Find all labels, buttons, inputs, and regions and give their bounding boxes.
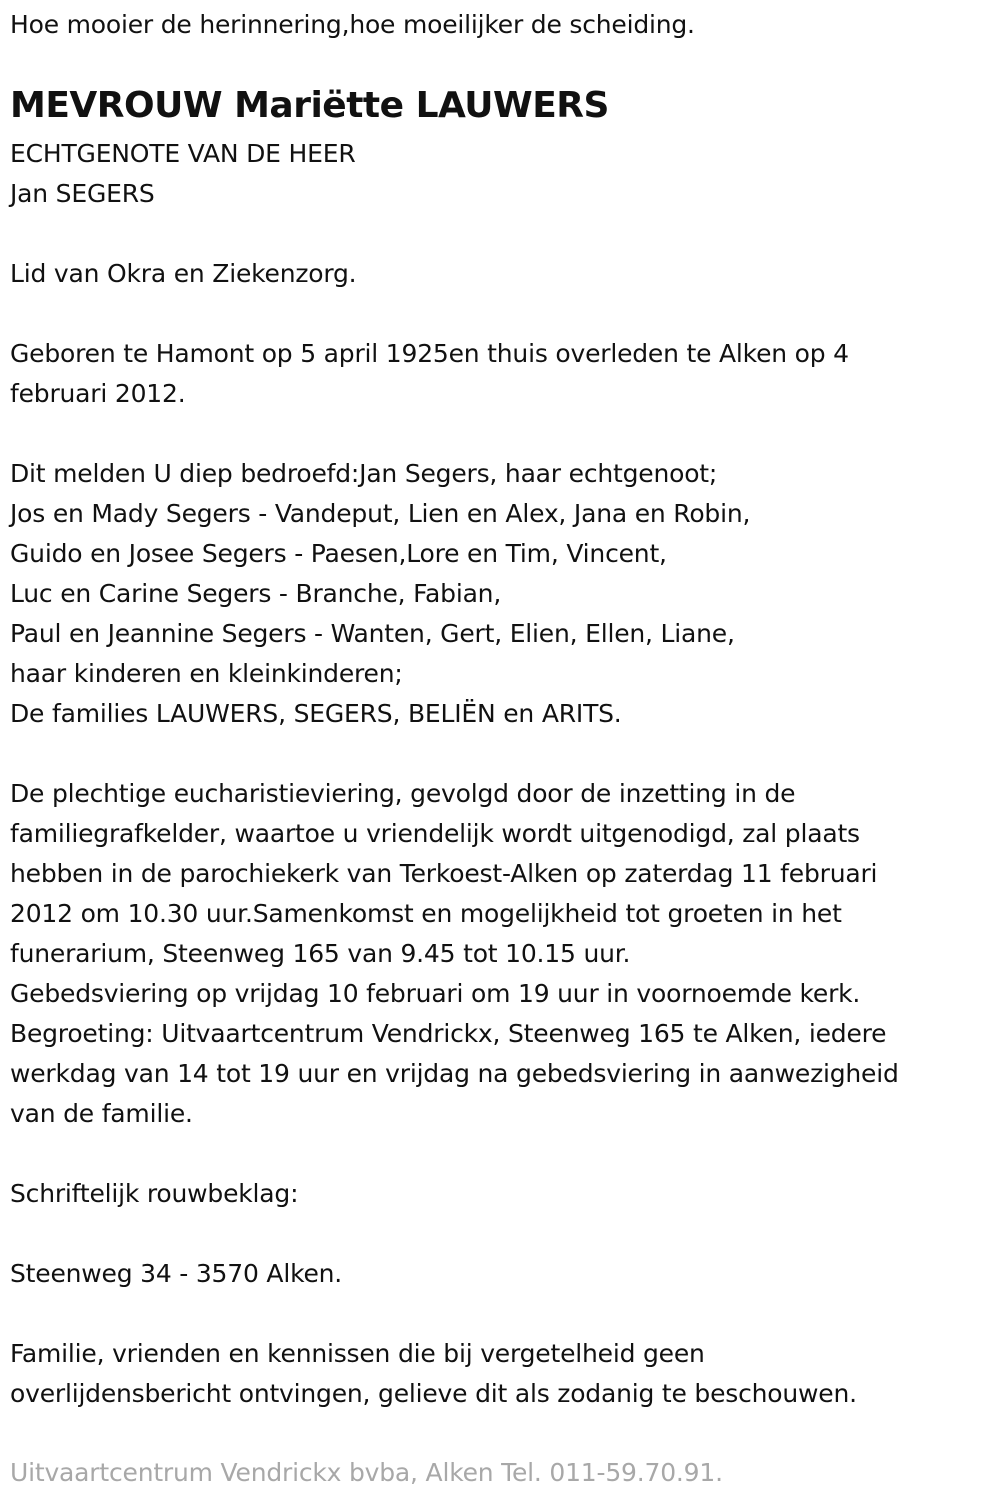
family-line: haar kinderen en kleinkinderen; <box>10 659 403 688</box>
ceremony-line: funerarium, Steenweg 165 van 9.45 tot 10.15 uur. <box>10 939 631 968</box>
ceremony-line: werkdag van 14 tot 19 uur en vrijdag na gebedsviering in aanwezigheid <box>10 1059 899 1088</box>
birth-death-line: Geboren te Hamont op 5 april 1925en thuis overleden te Alken op 4 <box>10 339 849 368</box>
ceremony-line: van de familie. <box>10 1099 193 1128</box>
family-line: Guido en Josee Segers - Paesen,Lore en Tim, Vincent, <box>10 539 667 568</box>
condolence-label: Schriftelijk rouwbeklag: <box>10 1179 299 1208</box>
birth-death-line: februari 2012. <box>10 379 186 408</box>
membership-block <box>10 254 356 294</box>
notice-line: Familie, vrienden en kennissen die bij vergetelheid geen <box>10 1339 705 1368</box>
spouse-name: Jan SEGERS <box>10 179 155 208</box>
deceased-name: MEVROUW Mariëtte LAUWERS <box>10 85 609 126</box>
ceremony-line: hebben in de parochiekerk van Terkoest-Alken op zaterdag 11 februari <box>10 859 878 888</box>
family-line: Dit melden U diep bedroefd:Jan Segers, haar echtgenoot; <box>10 459 718 488</box>
address-block <box>10 1254 342 1294</box>
family-line: Paul en Jeannine Segers - Wanten, Gert, Elien, Ellen, Liane, <box>10 619 735 648</box>
ceremony-block <box>10 774 899 1134</box>
ceremony-line: 2012 om 10.30 uur.Samenkomst en mogelijkheid tot groeten in het <box>10 899 842 928</box>
family-block <box>10 454 750 734</box>
ceremony-line: Begroeting: Uitvaartcentrum Vendrickx, Steenweg 165 te Alken, iedere <box>10 1019 887 1048</box>
membership: Lid van Okra en Ziekenzorg. <box>10 259 357 288</box>
ceremony-line: Gebedsviering op vrijdag 10 februari om 19 uur in voornoemde kerk. <box>10 979 861 1008</box>
ceremony-line: familiegrafkelder, waartoe u vriendelijk wordt uitgenodigd, zal plaats <box>10 819 860 848</box>
notice-line: overlijdensbericht ontvingen, gelieve dit als zodanig te beschouwen. <box>10 1379 857 1408</box>
motto: Hoe mooier de herinnering,hoe moeilijker de scheiding. <box>10 10 695 39</box>
spouse-line: ECHTGENOTE VAN DE HEER <box>10 139 356 168</box>
birth-death-block <box>10 334 849 414</box>
condolence-block <box>10 1174 298 1214</box>
ceremony-line: De plechtige eucharistieviering, gevolgd door de inzetting in de <box>10 779 796 808</box>
notice-block <box>10 1334 857 1414</box>
funeral-home-footer: Uitvaartcentrum Vendrickx bvba, Alken Tel. 011-59.70.91. <box>10 1458 723 1487</box>
family-line: Jos en Mady Segers - Vandeput, Lien en Alex, Jana en Robin, <box>10 499 751 528</box>
family-line: Luc en Carine Segers - Branche, Fabian, <box>10 579 502 608</box>
condolence-address: Steenweg 34 - 3570 Alken. <box>10 1259 343 1288</box>
spouse-block <box>10 134 356 214</box>
family-line: De families LAUWERS, SEGERS, BELIËN en ARITS. <box>10 699 622 728</box>
